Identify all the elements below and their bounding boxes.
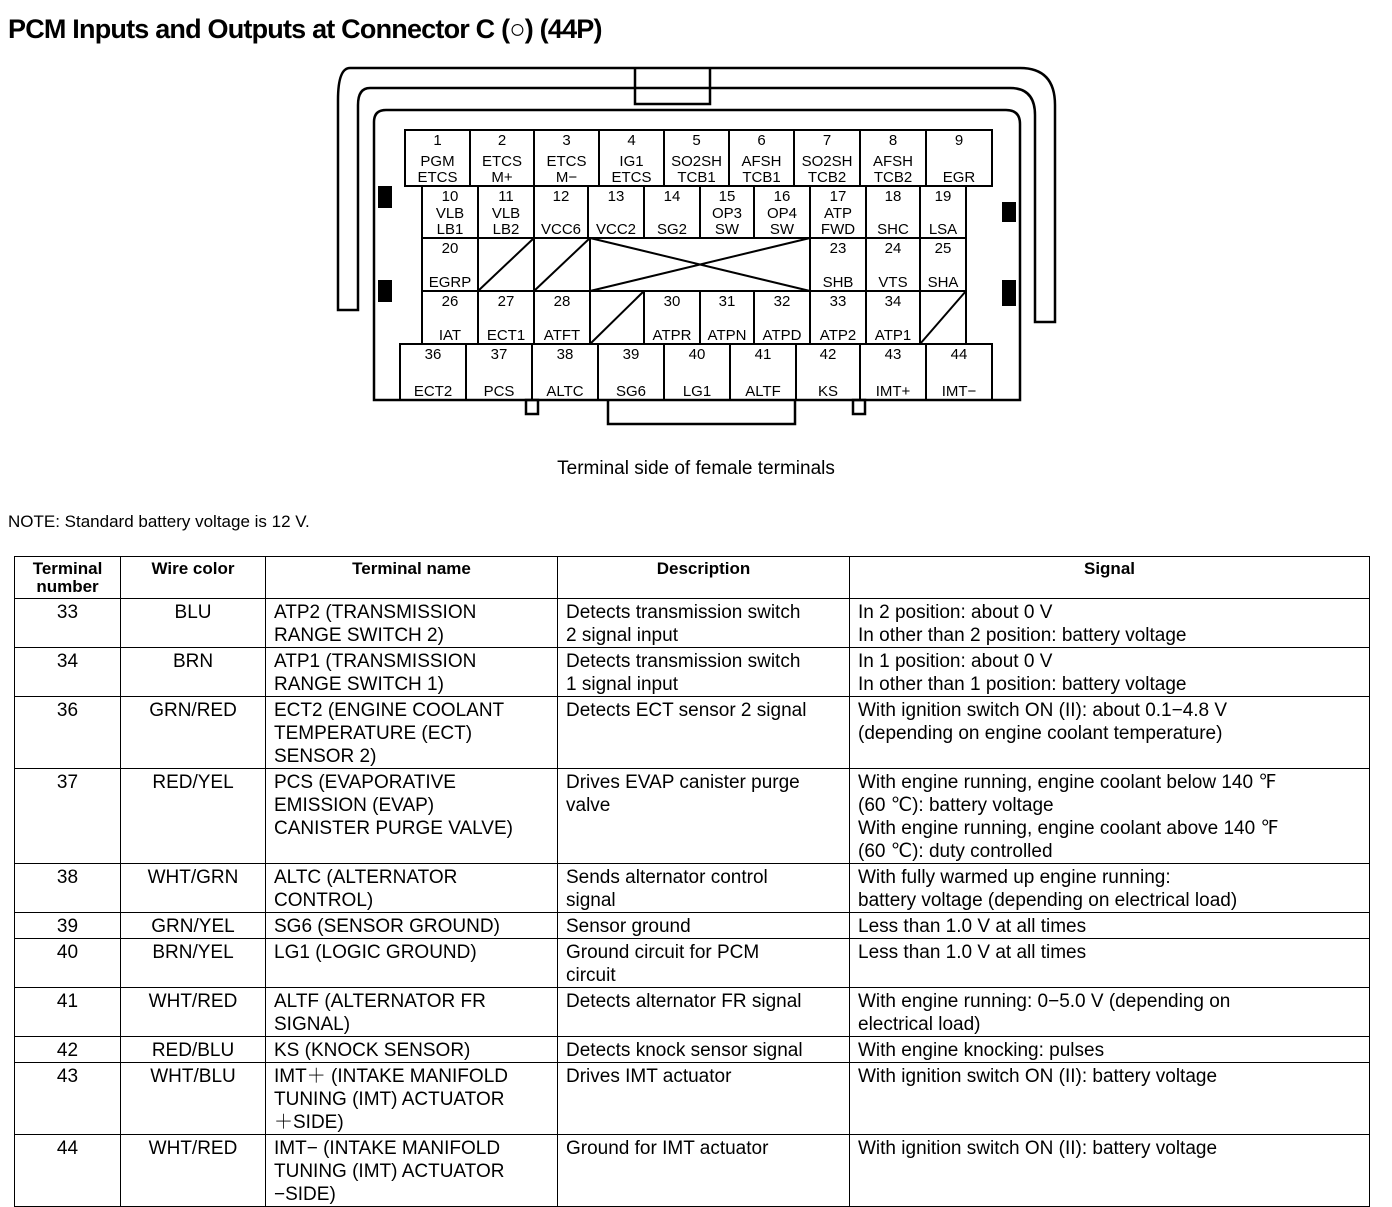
terminal-name-cell: ATP1 (TRANSMISSION RANGE SWITCH 1): [266, 648, 558, 697]
terminal-number-8: 8: [888, 132, 898, 149]
terminal-label-8: AFSH: [872, 153, 914, 170]
signal-cell: With ignition switch ON (II): battery voltage: [850, 1135, 1370, 1207]
table-row: [15, 769, 1370, 864]
terminal-label-12: VCC6: [540, 221, 582, 238]
terminal-label-26: IAT: [438, 327, 462, 344]
table-row: [15, 939, 1370, 988]
terminal-number-1: 1: [433, 132, 442, 149]
signal-cell: In 1 position: about 0 V In other than 1 position: battery voltage: [850, 648, 1370, 697]
description-cell: Ground for IMT actuator: [558, 1135, 850, 1207]
terminal-number-43: 43: [884, 346, 902, 363]
terminal-label-4: IG1: [619, 153, 644, 170]
terminal-number-12: 12: [552, 188, 570, 205]
terminal-label-16: SW: [769, 221, 795, 238]
terminal-label-33: ATP2: [819, 327, 857, 344]
terminal-label-23: SHB: [822, 274, 854, 291]
terminal-name-cell: ATP2 (TRANSMISSION RANGE SWITCH 2): [266, 599, 558, 648]
terminal-label-40: LG1: [682, 383, 712, 400]
terminal-number-3: 3: [562, 132, 571, 149]
terminal-number-15: 15: [718, 188, 736, 205]
terminal-label-38: ALTC: [546, 383, 584, 400]
terminal-label-19: LSA: [928, 221, 958, 238]
header-terminal-name: Terminal name: [266, 557, 558, 599]
description-cell: Detects knock sensor signal: [558, 1037, 850, 1063]
terminal-number-14: 14: [663, 188, 681, 205]
terminal-number-17: 17: [829, 188, 847, 205]
terminal-number-16: 16: [773, 188, 791, 205]
wire-color-cell: BLU: [121, 599, 266, 648]
terminal-name-cell: ALTF (ALTERNATOR FR SIGNAL): [266, 988, 558, 1037]
terminal-number-cell: 38: [15, 864, 121, 913]
terminal-label-28: ATFT: [543, 327, 581, 344]
table-header-row: [15, 557, 1370, 599]
terminal-label-42: KS: [817, 383, 839, 400]
table-row: [15, 913, 1370, 939]
description-cell: Drives EVAP canister purge valve: [558, 769, 850, 864]
terminal-number-cell: 37: [15, 769, 121, 864]
terminal-label-24: VTS: [878, 274, 908, 291]
terminal-label-11: LB2: [492, 221, 520, 238]
description-cell: Drives IMT actuator: [558, 1063, 850, 1135]
terminal-label-25: SHA: [927, 274, 959, 291]
terminal-number-18: 18: [884, 188, 902, 205]
terminal-label-7: SO2SH: [801, 153, 853, 170]
terminal-label-32: ATPD: [762, 327, 802, 344]
terminal-number-7: 7: [822, 132, 832, 149]
table-row: [15, 697, 1370, 769]
signal-cell: In 2 position: about 0 V In other than 2 position: battery voltage: [850, 599, 1370, 648]
terminal-label-3: M−: [555, 169, 578, 186]
header-signal: Signal: [850, 557, 1370, 599]
table-row: [15, 1037, 1370, 1063]
terminal-number-6: 6: [757, 132, 766, 149]
terminal-number-cell: 43: [15, 1063, 121, 1135]
terminal-label-7: TCB2: [807, 169, 847, 186]
terminal-number-42: 42: [819, 346, 837, 363]
terminal-number-cell: 39: [15, 913, 121, 939]
terminal-label-6: AFSH: [741, 153, 782, 170]
terminal-number-cell: 44: [15, 1135, 121, 1207]
page-title: PCM Inputs and Outputs at Connector C (○) (44P): [8, 14, 602, 44]
wire-color-cell: WHT/GRN: [121, 864, 266, 913]
diagram-caption: Terminal side of female terminals: [557, 458, 835, 479]
terminal-number-26: 26: [441, 293, 459, 310]
terminal-number-cell: 42: [15, 1037, 121, 1063]
terminal-label-18: SHC: [877, 221, 909, 238]
terminal-name-cell: ECT2 (ENGINE COOLANT TEMPERATURE (ECT) SENSOR 2): [266, 697, 558, 769]
terminal-label-44: IMT−: [941, 383, 977, 400]
terminal-number-32: 32: [773, 293, 791, 310]
signal-cell: Less than 1.0 V at all times: [850, 939, 1370, 988]
wire-color-cell: BRN: [121, 648, 266, 697]
header-description: Description: [558, 557, 850, 599]
signal-cell: With fully warmed up engine running: battery voltage (depending on electrical load): [850, 864, 1370, 913]
terminal-number-41: 41: [754, 346, 772, 363]
header-wire-color: Wire color: [121, 557, 266, 599]
terminal-label-17: ATP: [823, 205, 853, 222]
table-row: [15, 648, 1370, 697]
terminal-label-31: ATPN: [707, 327, 747, 344]
terminal-number-40: 40: [688, 346, 706, 363]
terminal-name-cell: PCS (EVAPORATIVE EMISSION (EVAP) CANISTER PURGE VALVE): [266, 769, 558, 864]
terminal-number-20: 20: [441, 240, 459, 257]
terminal-number-31: 31: [718, 293, 736, 310]
terminal-name-cell: SG6 (SENSOR GROUND): [266, 913, 558, 939]
wire-color-cell: RED/YEL: [121, 769, 266, 864]
terminal-number-cell: 40: [15, 939, 121, 988]
wire-color-cell: GRN/YEL: [121, 913, 266, 939]
terminal-label-17: FWD: [820, 221, 856, 238]
terminal-label-11: VLB: [491, 205, 521, 222]
terminal-label-15: SW: [714, 221, 740, 238]
terminal-number-10: 10: [441, 188, 459, 205]
terminal-number-2: 2: [497, 132, 507, 149]
wire-color-cell: WHT/BLU: [121, 1063, 266, 1135]
signal-cell: With ignition switch ON (II): about 0.1−4.8 V (depending on engine coolant temperature): [850, 697, 1370, 769]
terminal-number-cell: 34: [15, 648, 121, 697]
wire-color-cell: WHT/RED: [121, 988, 266, 1037]
table-row: [15, 1063, 1370, 1135]
note-text: NOTE: Standard battery voltage is 12 V.: [8, 512, 310, 531]
wire-color-cell: RED/BLU: [121, 1037, 266, 1063]
terminal-label-8: TCB2: [873, 169, 913, 186]
terminal-label-3: ETCS: [546, 153, 587, 170]
terminal-number-39: 39: [622, 346, 640, 363]
terminal-label-5: SO2SH: [671, 153, 722, 170]
terminal-label-36: ECT2: [413, 383, 453, 400]
terminal-label-2: M+: [491, 169, 513, 186]
terminal-label-37: PCS: [483, 383, 515, 400]
terminal-label-20: EGRP: [428, 274, 472, 291]
terminal-number-11: 11: [498, 188, 514, 205]
terminal-label-10: VLB: [435, 205, 465, 222]
terminal-number-44: 44: [950, 346, 968, 363]
terminal-number-23: 23: [829, 240, 847, 257]
terminal-number-24: 24: [884, 240, 902, 257]
description-cell: Detects transmission switch 1 signal input: [558, 648, 850, 697]
description-cell: Detects ECT sensor 2 signal: [558, 697, 850, 769]
table-row: [15, 599, 1370, 648]
wire-color-cell: WHT/RED: [121, 1135, 266, 1207]
description-cell: Detects transmission switch 2 signal input: [558, 599, 850, 648]
terminal-label-1: ETCS: [417, 169, 458, 186]
description-cell: Sends alternator control signal: [558, 864, 850, 913]
terminal-table: [14, 556, 1370, 1207]
terminal-name-cell: LG1 (LOGIC GROUND): [266, 939, 558, 988]
terminal-label-10: LB1: [436, 221, 464, 238]
wire-color-cell: GRN/RED: [121, 697, 266, 769]
terminal-label-34: ATP1: [874, 327, 912, 344]
wire-color-cell: BRN/YEL: [121, 939, 266, 988]
terminal-number-cell: 41: [15, 988, 121, 1037]
terminal-number-cell: 36: [15, 697, 121, 769]
terminal-label-15: OP3: [711, 205, 743, 222]
terminal-label-27: ECT1: [486, 327, 526, 344]
terminal-number-cell: 33: [15, 599, 121, 648]
terminal-number-37: 37: [490, 346, 508, 363]
connector-diagram: [330, 60, 1070, 430]
terminal-label-6: TCB1: [742, 169, 781, 186]
terminal-name-cell: KS (KNOCK SENSOR): [266, 1037, 558, 1063]
terminal-label-30: ATPR: [652, 327, 692, 344]
terminal-name-cell: IMT＋ (INTAKE MANIFOLD TUNING (IMT) ACTUATOR ＋SIDE): [266, 1063, 558, 1135]
signal-cell: Less than 1.0 V at all times: [850, 913, 1370, 939]
terminal-number-13: 13: [607, 188, 625, 205]
signal-cell: With engine running: 0−5.0 V (depending on electrical load): [850, 988, 1370, 1037]
terminal-number-19: 19: [934, 188, 952, 205]
terminal-label-14: SG2: [656, 221, 688, 238]
terminal-label-43: IMT+: [875, 383, 911, 400]
terminal-label-1: PGM: [420, 153, 455, 170]
terminal-label-39: SG6: [615, 383, 647, 400]
terminal-number-33: 33: [829, 293, 847, 310]
terminal-name-cell: IMT− (INTAKE MANIFOLD TUNING (IMT) ACTUATOR −SIDE): [266, 1135, 558, 1207]
terminal-label-9: EGR: [942, 169, 976, 186]
terminal-label-16: OP4: [766, 205, 798, 222]
terminal-number-4: 4: [627, 132, 636, 149]
table-row: [15, 864, 1370, 913]
signal-cell: With engine running, engine coolant below 140 ℉ (60 ℃): battery voltage With engine running, engine coolant above 140 ℉ (60 ℃): duty controlled: [850, 769, 1370, 864]
terminal-label-5: TCB1: [677, 169, 716, 186]
terminal-number-38: 38: [556, 346, 574, 363]
terminal-number-30: 30: [663, 293, 681, 310]
terminal-number-9: 9: [954, 132, 964, 149]
signal-cell: With engine knocking: pulses: [850, 1037, 1370, 1063]
terminal-number-25: 25: [934, 240, 952, 257]
terminal-number-36: 36: [424, 346, 442, 363]
terminal-label-4: ETCS: [611, 169, 652, 186]
description-cell: Detects alternator FR signal: [558, 988, 850, 1037]
description-cell: Sensor ground: [558, 913, 850, 939]
terminal-label-41: ALTF: [745, 383, 781, 400]
description-cell: Ground circuit for PCM circuit: [558, 939, 850, 988]
table-row: [15, 988, 1370, 1037]
terminal-number-27: 27: [497, 293, 515, 310]
terminal-number-5: 5: [692, 132, 701, 149]
terminal-label-13: VCC2: [595, 221, 637, 238]
terminal-number-34: 34: [884, 293, 902, 310]
header-terminal-number: Terminal number: [15, 557, 121, 599]
signal-cell: With ignition switch ON (II): battery voltage: [850, 1063, 1370, 1135]
terminal-number-28: 28: [553, 293, 571, 310]
terminal-label-2: ETCS: [481, 153, 523, 170]
terminal-name-cell: ALTC (ALTERNATOR CONTROL): [266, 864, 558, 913]
